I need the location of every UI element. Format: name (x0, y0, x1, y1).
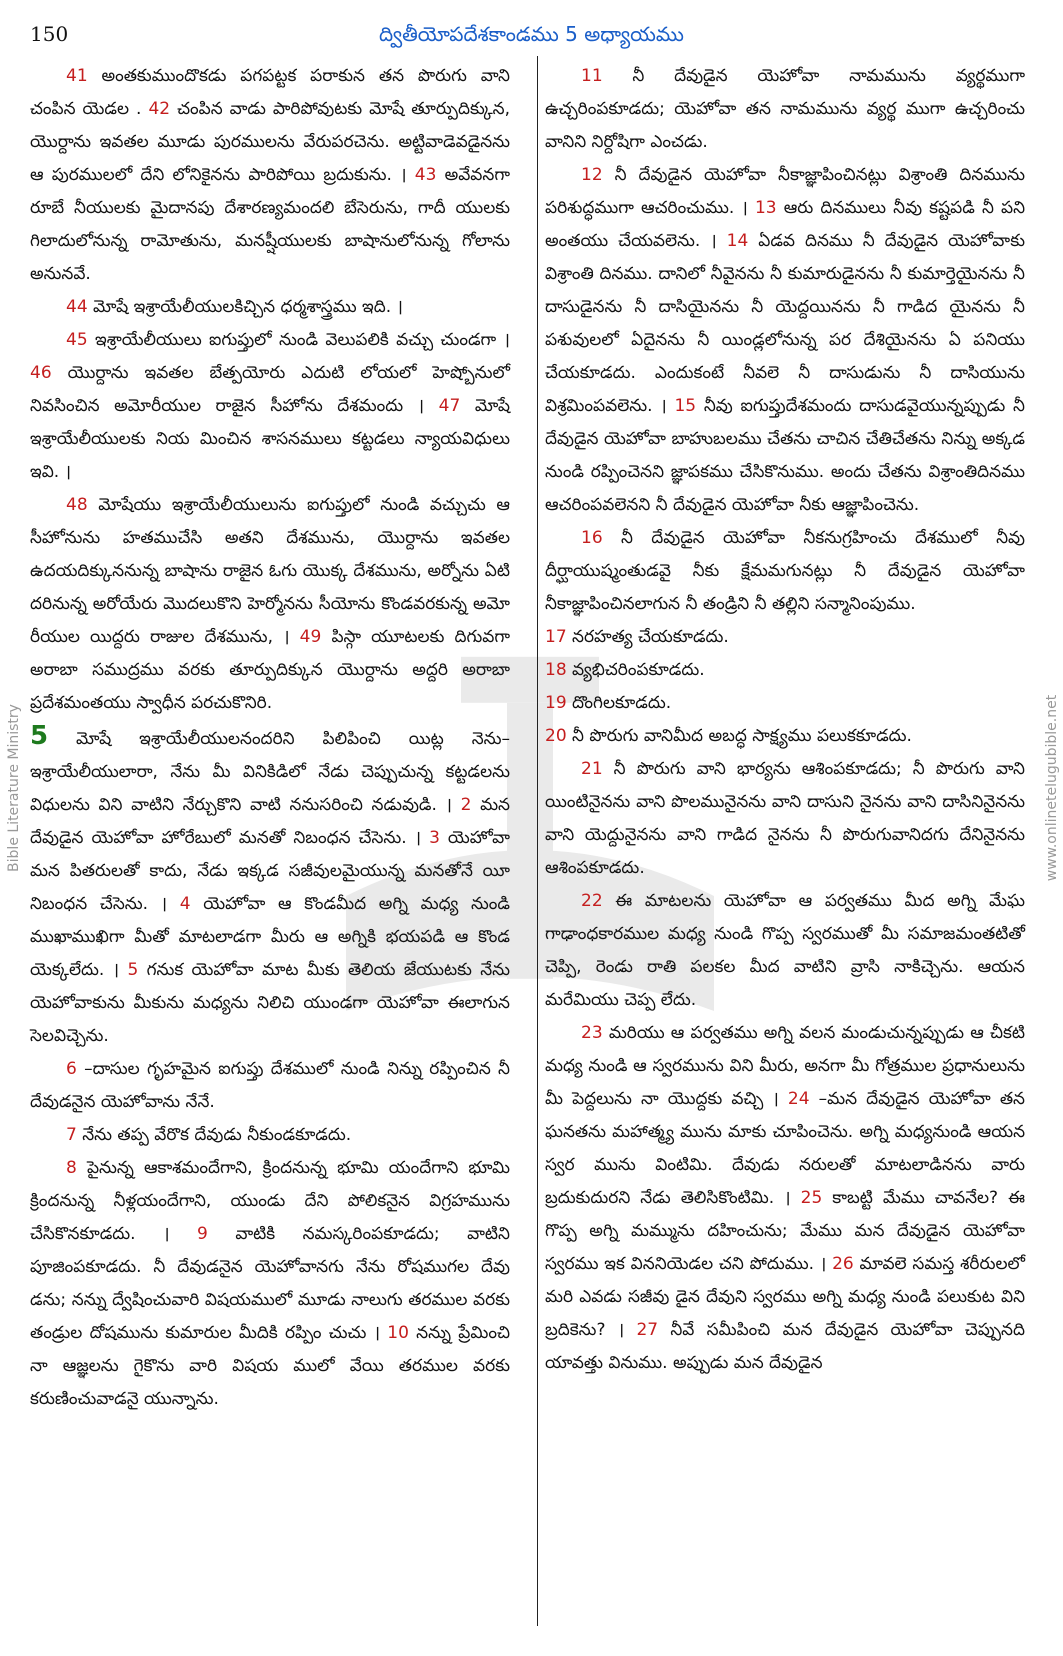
verse-text: నీ దేవుడైన యెహోవా నీకాజ్ఞాపించినట్లు విశ్రాంతి దినమును పరిశుద్ధముగా ఆచరించుము. । (545, 165, 1025, 218)
verse-text: పిస్గా యూటలకు దిగువగా అరాబా సముద్రము వరకు తూర్పుదిక్కున యొర్దాను అద్దరి అరాబా ప్రదేశమంతయు స్వాధీన పరచుకొనిరి. (30, 627, 511, 713)
verse-text: మోషే ఇశ్రాయేలీయులనందరిని పిలిపించి యిట్ల నెను–ఇశ్రాయేలీయులారా, నేను మీ వినికిడిలో నేడు చెప్పుచున్న కట్టడలను విధులను విని వాటిని నేర్చుకొని వాటి ననుసరించి నడువుడి. । (30, 729, 510, 815)
verse-number: 6 (66, 1059, 77, 1079)
verse-number: 24 (787, 1089, 810, 1109)
paragraph (30, 60, 510, 291)
verse-text: అంతకుముందొకడు పగపట్టక పరాకున తన పొరుగు వాని చంపిన యెడల . (30, 66, 510, 119)
verse-number: 12 (581, 165, 603, 185)
verse-text: నీవు ఐగుప్తుదేశమందు దాసుడవైయున్నప్పుడు నీ దేవుడైన యెహోవా బాహుబలము చేతను చాచిన చేతిచేతను నిన్ను అక్కడ నుండి రప్పించెనని జ్ఞాపకము చేసికొనుము. అందు చేతను విశ్రాంతిదినము ఆచరింపవలెనని నీ దేవుడైన యెహోవా నీకు ఆజ్ఞాపించెను. (545, 396, 1025, 515)
right-column (545, 60, 1025, 1380)
verse-text: మోషే ఇశ్రాయేలీయులకిచ్చిన ధర్మశాస్త్రము ఇది. । (87, 297, 403, 317)
verse-number: 23 (581, 1023, 603, 1043)
verse-text: ఇశ్రాయేలీయులు ఐగుప్తులో నుండి వెలుపలికి వచ్చు చుండగా । (87, 330, 510, 350)
verse-number: 26 (832, 1254, 854, 1274)
verse-text: చంపిన వాడు పారిపోవుటకు మోషే తూర్పుదిక్కున, యొర్దాను ఇవతల మూడు పురములను వేరుపరచెను. అట్టివాడెవడైనను ఆ పురములలో దేని లోనికైనను పారిపోయి బ్రదుకును. । (30, 99, 511, 185)
verse-number: 10 (387, 1323, 409, 1343)
verse-text: –దాసుల గృహమైన ఐగుప్తు దేశములో నుండి నిన్ను రప్పించిన నీ దేవుడనైన యెహోవాను నేనే. (30, 1059, 510, 1112)
column-divider (537, 56, 538, 1626)
verse-text: మన దేవుడైన యెహోవా హోరేబులో మనతో నిబంధన చేసెను. । (30, 795, 510, 848)
verse-number: 41 (66, 66, 88, 86)
verse-number: 18 (545, 660, 567, 680)
verse-number: 14 (726, 231, 749, 251)
page-number: 150 (30, 22, 69, 46)
verse-text: నీ పొరుగు వాని భార్యను ఆశింపకూడదు; నీ పొరుగు వాని యింటినైనను వాని పొలమునైనను వాని దాసుని నైనను వాని దాసినినైనను వాని యెద్దునైనను వాని గాడిద నైనను నీ పొరుగువానిదగు దేనినైనను ఆశింపకూడదు. (545, 759, 1025, 878)
paragraph (545, 885, 1025, 1017)
verse-text: ఈ మాటలను యెహోవా ఆ పర్వతము మీద అగ్ని మేఘ గాఢాంధకారముల మధ్య నుండి గొప్ప స్వరముతో మీ సమాజమంతటితో చెప్పి, రెండు రాతి పలకల మీద వాటిని వ్రాసి నాకిచ్చెను. ఆయన మరేమియు చెప్ప లేదు. (545, 891, 1025, 1010)
verse-number: 4 (179, 894, 191, 914)
verse-text: నేను తప్ప వేరొక దేవుడు నీకుండకూడదు. (76, 1125, 352, 1145)
paragraph (30, 489, 510, 720)
paragraph (30, 324, 510, 489)
verse-text: యొర్దాను ఇవతల బేత్పయోరు ఎదుటి లోయలో హెష్బోనులో నివసించిన అమోరీయుల రాజైన సీహోను దేశమందు । (30, 363, 510, 416)
verse-text: మోషే ఇశ్రాయేలీయులకు నియ మించిన శాసనములు కట్టడలు న్యాయవిధులు ఇవి. । (30, 396, 510, 482)
verse-text: నీ దేవుడైన యెహోవా నామమును వ్యర్థముగా ఉచ్చరింపకూడదు; యెహోవా తన నామమును వ్యర్థ ముగా ఉచ్చరించు వానిని నిర్దోషిగా ఎంచడు. (545, 66, 1025, 152)
verse-number: 27 (636, 1320, 659, 1340)
paragraph (545, 522, 1025, 621)
paragraph (30, 1053, 510, 1119)
verse-number: 15 (674, 396, 697, 416)
paragraph (30, 1152, 510, 1416)
verse-number: 11 (581, 66, 603, 86)
verse-number: 17 (545, 627, 567, 647)
verse-number: 45 (66, 330, 88, 350)
paragraph (30, 1119, 510, 1152)
verse-number: 19 (545, 693, 567, 713)
paragraph (30, 291, 510, 324)
paragraph (545, 687, 1025, 720)
verse-text: యెహోవా ఆ కొండమీద అగ్ని మధ్య నుండి ముఖాముఖిగా మీతో మాటలాడగా మీరు ఆ అగ్నికి భయపడి ఆ కొండ యెక్కలేదు. । (30, 894, 510, 980)
paragraph (545, 159, 1025, 522)
paragraph (30, 720, 510, 1053)
verse-number: 22 (581, 891, 603, 911)
verse-text: నన్ను ప్రేమించి నా ఆజ్ఞలను గైకొను వారి విషయ ములో వేయి తరముల వరకు కరుణించువాడనై యున్నాను. (30, 1323, 510, 1409)
verse-number: 2 (460, 795, 472, 815)
verse-text: పైనున్న ఆకాశమందేగాని, క్రిందనున్న భూమి యందేగాని భూమి క్రిందనున్న నీళ్లయందేగాని, యుండు దేని పోలికనైన విగ్రహమును చేసికొనకూడదు. । (30, 1158, 510, 1244)
sidebar-website-url: www.onlinetelugubible.net (1044, 694, 1060, 882)
verse-number: 5 (127, 960, 139, 980)
verse-text: కాబట్టి మేము చావనేల? ఈ గొప్ప అగ్ని మమ్మును దహించును; మేము మన దేవుడైన యెహోవా స్వరము ఇక విననియెడల చని పోదుము. । (545, 1188, 1025, 1274)
left-column (30, 60, 510, 1416)
verse-number: 25 (800, 1188, 823, 1208)
verse-text: గనుక యెహోవా మాట మీకు తెలియ జేయుటకు నేను యెహోవాకును మీకును మధ్యను నిలిచి యుండగా యెహోవా ఈలాగున సెలవిచ్చెను. (30, 960, 511, 1046)
verse-number: 8 (66, 1158, 77, 1178)
verse-text: నరహత్య చేయకూడదు. (566, 627, 729, 647)
paragraph (545, 654, 1025, 687)
verse-number: 47 (438, 396, 461, 416)
verse-number: 44 (66, 297, 88, 317)
verse-text: నీ పొరుగు వానిమీద అబద్ధ సాక్ష్యము పలుకకూడదు. (566, 726, 912, 746)
verse-number: 13 (754, 198, 777, 218)
verse-text: ఏడవ దినము నీ దేవుడైన యెహోవాకు విశ్రాంతి దినము. దానిలో నీవైనను నీ కుమారుడైనను నీ కుమార్తెయైనను నీ దాసుడైనను నీ దాసియైనను నీ యెద్దయినను నీ గాడిద యైనను నీ పశువులలో ఏదైనను నీ యిండ్లలోనున్న పర దేశియైనను ఏ పనియు చేయకూడదు. ఎందుకంటే నీవలె నీ దాసుడును నీ దాసియును విశ్రమింపవలెను. । (545, 231, 1025, 416)
paragraph (545, 720, 1025, 753)
verse-text: నీవే సమీపించి మన దేవుడైన యెహోవా చెప్పునది యావత్తు వినుము. అప్పుడు మన దేవుడైన (545, 1320, 1025, 1373)
verse-text: మావలె సమస్త శరీరులలో మరి ఎవడు సజీవు డైన దేవుని స్వరము అగ్ని మధ్య నుండి పలుకుట విని బ్రదికెను? । (545, 1254, 1026, 1340)
sidebar-ministry-name: Bible Literature Ministry (6, 704, 22, 872)
verse-number: 21 (581, 759, 603, 779)
verse-text: మరియు ఆ పర్వతము అగ్ని వలన మండుచున్నప్పుడు ఆ చీకటి మధ్య నుండి ఆ స్వరమును విని మీరు, అనగా మీ గోత్రముల ప్రధానులును మీ పెద్దలును నా యొద్దకు వచ్చి । (545, 1023, 1025, 1109)
page-header (0, 0, 1063, 50)
verse-text: అవేవనగా రూబే నీయులకు మైదానపు దేశారణ్యమందలి బేసెరును, గాదీ యులకు గిలాదులోనున్న రామోతును, మనష్షీయులకు బాషానులోనున్న గోలాను అనునవే. (30, 165, 510, 284)
verse-number: 48 (66, 495, 88, 515)
verse-text: –మన దేవుడైన యెహోవా తన ఘనతను మహాత్మ్య మును మాకు చూపించెను. అగ్ని మధ్యనుండి ఆయన స్వర మును వింటిమి. దేవుడు నరులతో మాటలాడినను వారు బ్రదుకుదురని నేడు తెలిసికొంటిమి. । (545, 1089, 1025, 1208)
verse-number: 3 (429, 828, 440, 848)
verse-number: 16 (581, 528, 603, 548)
page-title: ద్వితీయోపదేశకాండము 5 అధ్యాయము (379, 22, 684, 46)
verse-number: 20 (545, 726, 567, 746)
verse-number: 49 (299, 627, 322, 647)
verse-number: 42 (148, 99, 171, 119)
paragraph (545, 753, 1025, 885)
paragraph (545, 621, 1025, 654)
verse-text: వాటికి నమస్కరింపకూడదు; వాటిని పూజింపకూడదు. నీ దేవుడనైన యెహోవానగు నేను రోషముగల దేవు డను; నన్ను ద్వేషించువారి విషయములో మూడు నాలుగు తరముల వరకు తండ్రుల దోషమును కుమారుల మీదికి రప్పిం చుచు । (30, 1224, 510, 1343)
verse-text: వ్యభిచరింపకూడదు. (566, 660, 705, 680)
chapter-number: 5 (30, 721, 49, 751)
verse-number: 9 (197, 1224, 208, 1244)
paragraph (545, 1017, 1025, 1380)
verse-number: 46 (30, 363, 52, 383)
verse-number: 7 (66, 1125, 77, 1145)
paragraph (545, 60, 1025, 159)
verse-text: యెహోవా మన పితరులతో కాదు, నేడు ఇక్కడ సజీవులమైయున్న మనతోనే యీ నిబంధన చేసెను. । (30, 828, 510, 914)
verse-text: దొంగిలకూడదు. (566, 693, 672, 713)
verse-text: నీ దేవుడైన యెహోవా నీకనుగ్రహించు దేశములో నీవు దీర్ఘాయుష్మంతుడవై నీకు క్షేమమగునట్లు నీ దేవుడైన యెహోవా నీకాజ్ఞాపించినలాగున నీ తండ్రిని నీ తల్లిని సన్మానింపుము. (545, 528, 1025, 614)
verse-number: 43 (414, 165, 437, 185)
verse-text: మోషేయు ఇశ్రాయేలీయులును ఐగుప్తులో నుండి వచ్చుచు ఆ సీహోనును హతముచేసి అతని దేశమును, యొర్దాను ఇవతల ఉదయదిక్కుననున్న బాషాను రాజైన ఓగు యొక్క దేశమును, అర్నోను ఏటి దరినున్న అరోయేరు మొదలుకొని హెర్మోనను సీయోను కొండవరకున్న అమో రీయుల యిద్దరు రాజుల దేశమును, । (30, 495, 510, 647)
verse-text: ఆరు దినములు నీవు కష్టపడి నీ పని అంతయు చేయవలెను. । (545, 198, 1025, 251)
